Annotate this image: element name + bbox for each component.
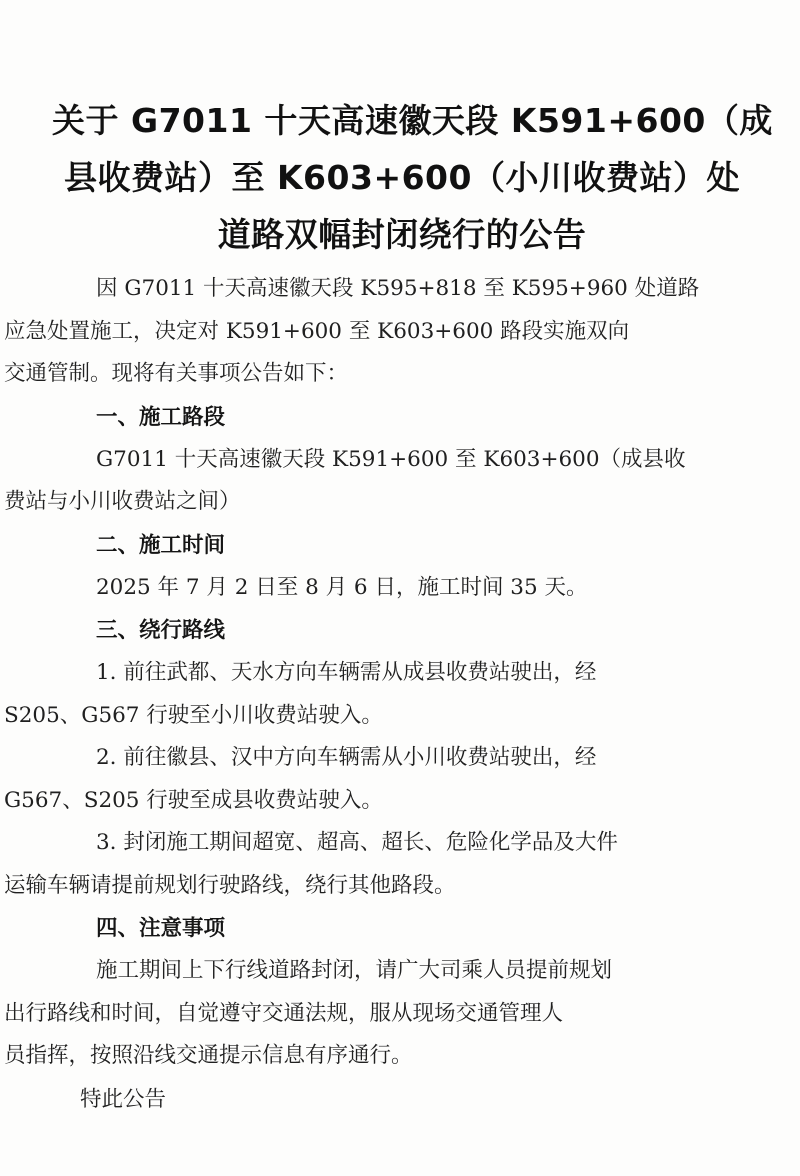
text-line: G567、S205 行驶至成县收费站驶入。 [4,787,383,813]
document-body [4,268,750,1121]
text-line: 交通管制。现将有关事项公告如下： [4,361,349,386]
title-line: 县收费站）至 K603+600（小川收费站）处 [64,158,740,197]
text-line: 2. 前往徽县、汉中方向车辆需从小川收费站驶出，经 [96,745,597,770]
section-heading-detour: 三、绕行路线 [96,618,226,643]
text-line: 因 G7011 十天高速徽天段 K595+818 至 K595+960 处道路 [96,276,700,301]
text-line: 运输车辆请提前规划行驶路线，绕行其他路段。 [4,872,456,898]
title-line: 道路双幅封闭绕行的公告 [217,215,587,254]
section-heading-road: 一、施工路段 [96,404,226,430]
section-heading-time: 二、施工时间 [96,532,226,558]
section-heading-notes: 四、注意事项 [96,916,226,941]
section-notes-text [4,950,750,1078]
section-time-text [50,567,750,610]
intro-paragraph [4,268,750,396]
text-line: 3. 封闭施工期间超宽、超高、超长、危险化学品及大件 [96,830,618,855]
document-title [52,92,773,263]
text-line: 员指挥，按照沿线交通提示信息有序通行。 [4,1043,413,1068]
text-line: S205、G567 行驶至小川收费站驶入。 [4,702,383,728]
text-line: G7011 十天高速徽天段 K591+600 至 K603+600（成县收 [96,446,686,472]
text-line: 1. 前往武都、天水方向车辆需从成县收费站驶出，经 [96,660,597,685]
detour-item-1 [4,652,750,737]
title-line: 关于 G7011 十天高速徽天段 K591+600（成 [52,101,773,140]
text-line: 费站与小川收费站之间） [4,489,241,514]
section-road-text [4,439,750,524]
text-line: 出行路线和时间，自觉遵守交通法规，服从现场交通管理人 [4,1000,564,1026]
text-line: 施工期间上下行线道路封闭，请广大司乘人员提前规划 [96,958,613,983]
detour-item-2 [4,737,750,822]
closing-text: 特此公告 [80,1086,167,1112]
text-line: 应急处置施工，决定对 K591+600 至 K603+600 路段实施双向 [4,318,630,344]
text-line: 2025 年 7 月 2 日至 8 月 6 日，施工时间 35 天。 [96,574,588,600]
detour-item-3 [4,822,750,907]
